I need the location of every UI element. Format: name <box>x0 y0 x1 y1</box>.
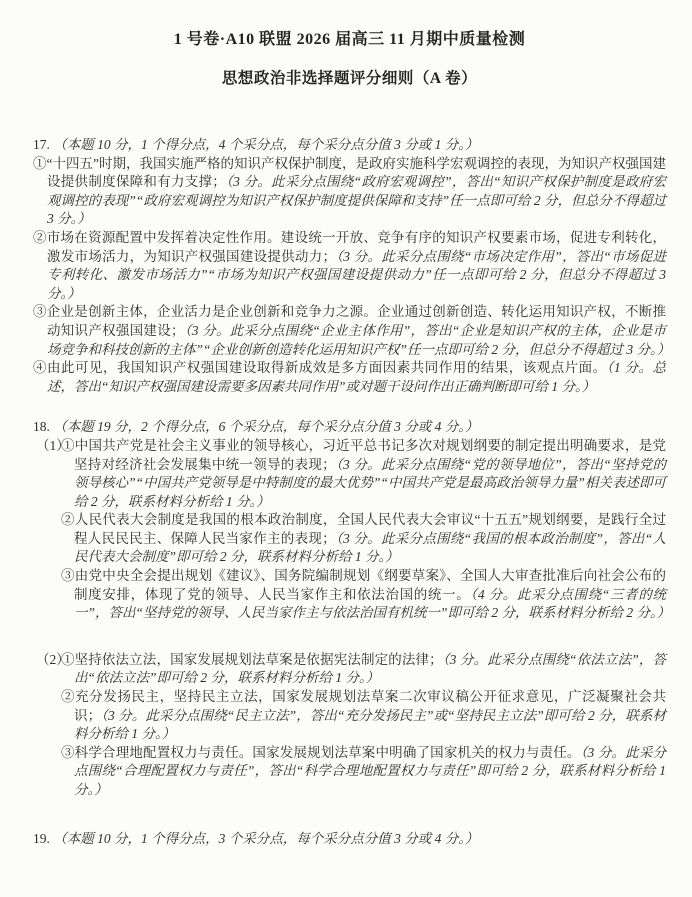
question-18-part-1-point-3 <box>61 567 671 623</box>
question-19-number: 19. <box>33 830 50 846</box>
answer-text: ④由此可见，我国知识产权强国建设取得新成效是多方面因素共同作用的结果，该观点片面。 <box>33 360 607 376</box>
scoring-note: （3 分。此采分点围绕“党的领导地位”，答出“坚持党的领导核心”“中国共产党领导是中特制度的最大优势”“中国共产党是最高政治领导力量”相关表述即可给 2 分，联系材料分析给 1 分。） <box>74 456 666 509</box>
question-18 <box>33 418 671 799</box>
scoring-note: （3 分。此采分点围绕“市场决定作用”，答出“市场促进专利转化、激发市场活力”“市场为知识产权强国建设提供动力”任一点即可给 2 分，但总分不得超过 3 分。） <box>47 248 667 301</box>
answer-text: ③科学合理地配置权力与责任。国家发展规划法草案中明确了国家机关的权力与责任。 <box>61 744 581 760</box>
scoring-note: （3 分。此采分点围绕“我国的根本政治制度”，答出“人民代表大会制度”即可给 2 分，联系材料分析给 1 分。） <box>74 530 666 565</box>
question-17 <box>33 136 671 396</box>
scoring-note: （3 分。此采分点围绕“依法立法”，答出“依法立法”即可给 2 分，联系材料分析给 1 分。） <box>74 651 666 686</box>
question-17-header-text: （本题 10 分，1 个得分点，4 个采分点，每个采分点分值 3 分或 1 分。） <box>53 137 479 152</box>
document-subtitle: 思想政治非选择题评分细则（A 卷） <box>221 70 478 87</box>
question-17-header <box>33 136 666 155</box>
question-18-part-2-point-2 <box>61 688 666 744</box>
question-18-number: 18. <box>33 419 50 435</box>
answer-text: ③企业是创新主体，企业活力是企业创新和竞争力之源。企业通过创新创造、转化运用知识产权，不断推动知识产权强国建设； <box>33 304 666 338</box>
scoring-note: （3 分。此采分点围绕“政府宏观调控”，答出“知识产权保护制度是政府宏观调控的表现”“政府宏观调控为知识产权保护制度提供保障和支持”任一点即可给 2 分，但总分不得超过 3 分。） <box>47 174 667 227</box>
question-18-part-1-point-1 <box>61 437 666 511</box>
scoring-note: （3 分。此采分点围绕“合理配置权力与责任”，答出“科学合理地配置权力与责任”即可给 2 分，联系材料分析给 1 分。） <box>74 744 667 797</box>
question-18-part-2-point-1 <box>61 651 666 688</box>
question-17-point-4 <box>33 359 666 396</box>
scoring-note: （1 分。总述，答出“知识产权强国建设需要多因素共同作用”或对题干设问作出正确判断即可给 1 分。） <box>47 360 667 394</box>
question-17-point-2 <box>33 229 666 303</box>
answer-text: ②人民代表大会制度是我国的根本政治制度，全国人民代表大会审议“十五五”规划纲要，是践行全过程人民民民主、保障人民当家作主的表现； <box>61 512 666 546</box>
question-18-part-2 <box>33 651 666 800</box>
scoring-note: （3 分。此采分点围绕“民主立法”，答出“充分发扬民主”或“坚持民主立法”即可给 2 分，联系材料分析给 1 分。） <box>74 707 666 742</box>
answer-text: ②充分发扬民主，坚持民主立法，国家发展规划法草案二次审议稿公开征求意见，广泛凝聚社会共识； <box>61 689 666 723</box>
question-19 <box>33 830 666 849</box>
question-17-number: 17. <box>33 137 50 152</box>
answer-text: ①中国共产党是社会主义事业的领导核心，习近平总书记多次对规划纲要的制定提出明确要求，是党坚持对经济社会发展集中统一领导的表现； <box>61 437 666 472</box>
document-body <box>33 136 671 848</box>
part-1-label: （1） <box>36 437 70 453</box>
scoring-note: （4 分。此采分点围绕“三者的统一”，答出“坚持党的领导、人民当家作主与依法治国有机统一”即可给 2 分，联系材料分析给 2 分。） <box>74 586 671 621</box>
question-17-point-1 <box>33 155 666 229</box>
part-1-points <box>61 437 671 623</box>
answer-text: ②市场在资源配置中发挥着决定性作用。建设统一开放、竞争有序的知识产权要素市场，促进专利转化，激发市场活力，为知识产权强国建设提供动力； <box>33 229 666 264</box>
question-18-header <box>33 418 666 437</box>
question-19-header <box>33 830 666 849</box>
question-18-part-2-point-3 <box>61 744 666 800</box>
part-2-points <box>61 651 666 800</box>
question-18-part-1 <box>33 437 671 623</box>
question-19-header-text: （本题 10 分，1 个得分点，3 个采分点，每个采分点分值 3 分或 4 分。） <box>53 830 479 846</box>
answer-text: ①坚持依法立法，国家发展规划法草案是依据宪法制定的法律； <box>61 651 443 667</box>
scoring-note: （3 分。此采分点围绕“企业主体作用”，答出“企业是知识产权的主体，企业是市场竞争和科技创新的主体”“企业创新创造转化运用知识产权”任一点即可给 2 分，但总分不得超过 3 分。） <box>47 322 671 357</box>
question-17-point-3 <box>33 303 671 359</box>
document-title: 1 号卷·A10 联盟 2026 届高三 11 月期中质量检测 <box>173 31 526 48</box>
answer-text: ①“十四五”时期，我国实施严格的知识产权保护制度，是政府实施科学宏观调控的表现，为知识产权强国建设提供制度保障和有力支撑； <box>33 155 666 190</box>
part-2-label: （2） <box>36 651 70 667</box>
question-18-part-1-point-2 <box>61 511 666 567</box>
answer-text: ③由党中央全会提出规划《建议》、国务院编制规划《纲要草案》、全国人大审查批准后向社会公布的制度安排，体现了党的领导、人民当家作主和依法治国的统一。 <box>61 568 666 602</box>
question-18-header-text: （本题 19 分，2 个得分点，6 个采分点，每个采分点分值 3 分或 4 分。） <box>53 419 479 435</box>
